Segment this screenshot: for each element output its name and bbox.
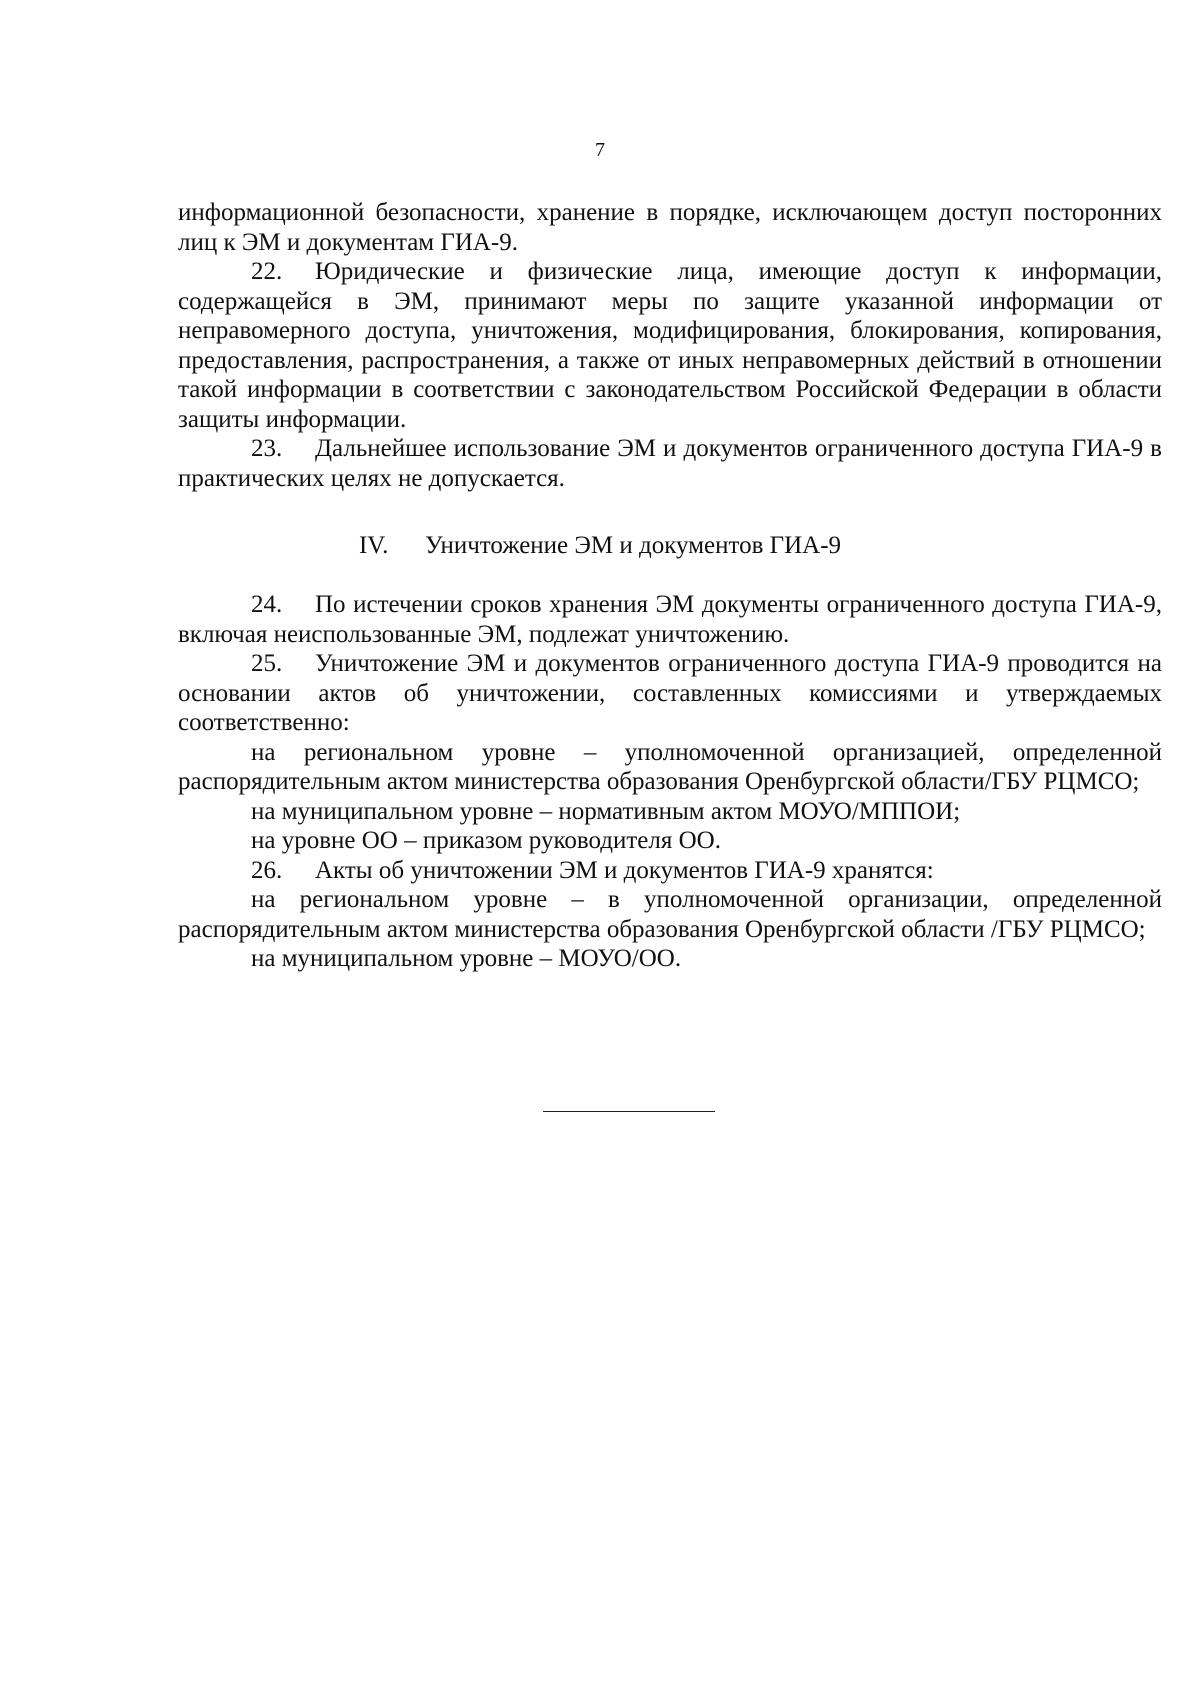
paragraph-23 bbox=[178, 434, 1162, 493]
section-heading bbox=[0, 531, 1200, 561]
paragraph-number: 22. bbox=[251, 258, 283, 285]
paragraph-25 bbox=[178, 649, 1162, 738]
section-title: Уничтожение ЭМ и документов ГИА-9 bbox=[424, 532, 842, 559]
document-body-bottom bbox=[178, 590, 1162, 974]
paragraph-text: По истечении сроков хранения ЭМ документы ограниченного доступа ГИА-9, включая неиспользованные ЭМ, подлежат уничтожению. bbox=[178, 591, 1162, 648]
paragraph-number: 25. bbox=[251, 650, 283, 677]
document-body-top bbox=[178, 198, 1162, 493]
paragraph-number: 26. bbox=[251, 856, 283, 884]
paragraph-26-municipal: на муниципальном уровне – МОУО/ОО. bbox=[251, 945, 682, 972]
paragraph-26 bbox=[178, 856, 1162, 886]
end-divider bbox=[543, 1111, 715, 1112]
paragraph-25-oo: на уровне ОО – приказом руководителя ОО. bbox=[251, 827, 721, 854]
section-number: IV. bbox=[358, 532, 389, 559]
page-number: 7 bbox=[595, 139, 605, 161]
paragraph-text: Юридические и физические лица, имеющие доступ к информации, содержащейся в ЭМ, принимают меры по защите указанной информации от неправомерного доступа, уничтожения, модифицирования, блокирования, копирования, предоставления, распространения, а также от иных неправомерных действий в отношении такой информации в соответствии с законодательством Российской Федерации в области защиты информации. bbox=[178, 258, 1162, 433]
paragraph-25-regional: на региональном уровне – уполномоченной организацией, определенной распорядительным актом министерства образования Оренбургской области/ГБУ РЦМСО; bbox=[178, 738, 1162, 795]
paragraph-text: Уничтожение ЭМ и документов ограниченного доступа ГИА-9 проводится на основании актов об уничтожении, составленных комиссиями и утверждаемых соответственно: bbox=[178, 650, 1162, 736]
paragraph-text: Акты об уничтожении ЭМ и документов ГИА-9 хранятся: bbox=[315, 856, 934, 884]
paragraph-22 bbox=[178, 257, 1162, 434]
paragraph-text: Дальнейшее использование ЭМ и документов ограниченного доступа ГИА-9 в практических целях не допускается. bbox=[178, 435, 1162, 492]
paragraph-24 bbox=[178, 590, 1162, 649]
paragraph-25-municipal: на муниципальном уровне – нормативным актом МОУО/МППОИ; bbox=[251, 797, 961, 825]
paragraph-number: 23. bbox=[251, 435, 283, 462]
paragraph-number: 24. bbox=[251, 591, 283, 618]
paragraph-21-continuation: информационной безопасности, хранение в порядке, исключающем доступ посторонних лиц к ЭМ и документам ГИА-9. bbox=[178, 199, 1162, 256]
paragraph-26-regional: на региональном уровне – в уполномоченной организации, определенной распорядительным актом министерства образования Оренбургской области /ГБУ РЦМСО; bbox=[178, 886, 1162, 943]
